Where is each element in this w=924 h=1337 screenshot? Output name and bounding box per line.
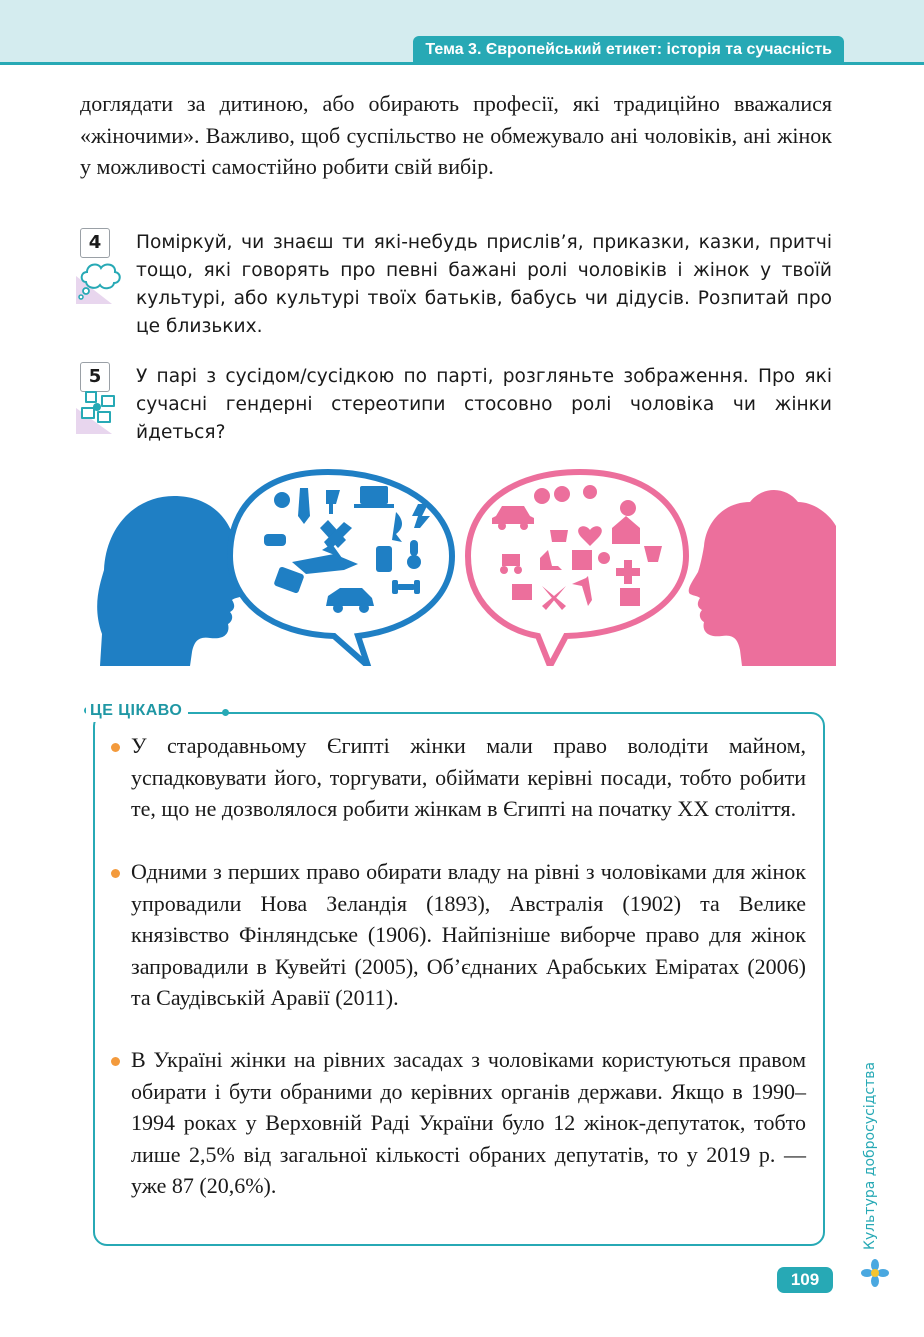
gender-stereotypes-illustration (96, 466, 840, 666)
male-head-silhouette (97, 496, 243, 666)
page-number: 109 (777, 1267, 833, 1293)
male-speech-bubble (230, 472, 452, 666)
task-4-text: Поміркуй, чи знаєш ти які-небудь прислів’я, приказки, казки, притчі тощо, які говорять про певні бажані ролі чоловіків і жінок у твоїй культурі, або культурі твоїх батьків, бабусь чи дідусів. Розпитай про це близьких. (136, 232, 832, 337)
topic-title: Тема 3. Європейський етикет: історія та сучасність (413, 36, 844, 64)
task-5-text: У парі з сусідом/сусідкою по парті, розгляньте зображення. Про які сучасні гендерні стереотипи стосовно ролі чоловіка чи жінки йдеться? (136, 366, 832, 443)
fact-item: В Україні жінки на рівних засадах з чоловіками користуються правом обирати і бути обраними до керівних органів держави. Якщо в 1990–1994 роках у Верховній Раді України було 12 жінок-депутаток, тобто лише 2,5% від загальної кількості обраних депутатів, то у 2019 р. — уже 87 (20,6%). (108, 1044, 806, 1202)
fact-item: Одними з перших право обирати владу на рівні з чоловіками для жінок упровадили Нова Зеландія (1893), Австралія (1902) та Велике князівство Фінляндське (1906). Найпізніше виборче право для жінок запровадили в Кувейті (2005), Об’єднаних Арабських Еміратах (2006) та Саудівській Аравії (2011). (108, 856, 806, 1014)
label-dot (222, 709, 229, 716)
female-head-silhouette (689, 490, 836, 666)
book-title-vertical: Культура добросусідства (862, 1061, 878, 1250)
interesting-label: ЦЕ ЦІКАВО (86, 700, 188, 722)
female-speech-bubble (468, 472, 686, 666)
intro-paragraph: доглядати за дитиною, або обирають професії, які традиційно вважалися «жіночими». Важливо, щоб суспільство не обмежувало ані чоловіків, ані жінок у можливості самостійно робити свій вибір. (80, 91, 832, 179)
flower-icon (861, 1259, 889, 1287)
hands-teamwork-icon (72, 388, 128, 438)
task-number-badge: 5 (80, 362, 110, 392)
task-number-badge: 4 (80, 228, 110, 258)
fact-item: У стародавньому Єгипті жінки мали право володіти майном, успадковувати його, торгувати, обіймати керівні посади, тобто робити те, що не дозволялося робити жінкам в Єгипті на початку XX століття. (108, 730, 806, 825)
thought-cloud-icon (72, 254, 128, 306)
